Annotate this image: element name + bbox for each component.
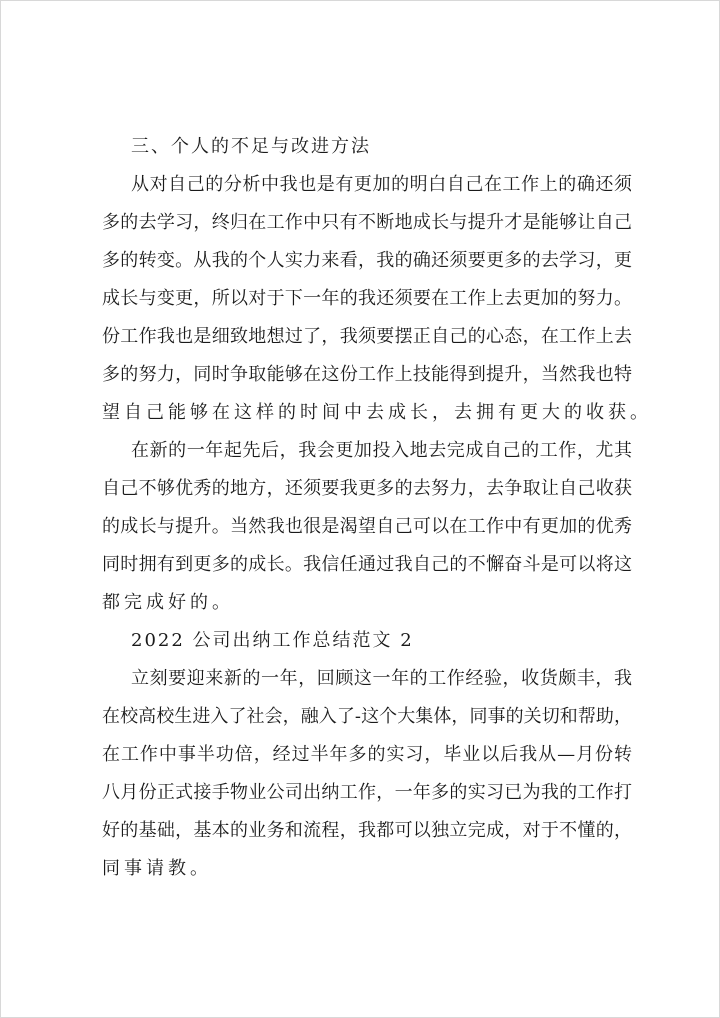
paragraph-line: 好的基础，基本的业务和流程，我都可以独立完成，对于不懂的，: [102, 820, 632, 841]
paragraph-line: 多的转变。从我的个人实力来看，我的确还须要更多的去学习，更: [102, 250, 632, 271]
paragraph-line: 都完成好的。: [102, 592, 234, 613]
paragraph-line: 望自己能够在这样的时间中去成长，去拥有更大的收获。: [102, 402, 652, 423]
document-body: [102, 128, 652, 888]
section-heading: 2022 公司出纳工作总结范文 2: [131, 630, 414, 651]
paragraph-line: 的成长与提升。当然我也很是渴望自己可以在工作中有更加的优秀: [102, 516, 632, 537]
paragraph-line: 同时拥有到更多的成长。我信任通过我自己的不懈奋斗是可以将这: [102, 554, 632, 575]
paragraph-line: 自己不够优秀的地方，还须要我更多的去努力，去争取让自己收获: [102, 478, 632, 499]
paragraph-line: 八月份正式接手物业公司出纳工作，一年多的实习已为我的工作打: [102, 782, 632, 803]
paragraph-line: 成长与变更，所以对于下一年的我还须要在工作上去更加的努力。: [102, 288, 632, 309]
paragraph-line: 从对自己的分析中我也是有更加的明白自己在工作上的确还须: [131, 174, 632, 195]
paragraph-line: 立刻要迎来新的一年，回顾这一年的工作经验，收货颇丰，我: [131, 668, 632, 689]
paragraph-line: 同事请教。: [102, 858, 212, 879]
paragraph-line: 在校高校生进入了社会，融入了-这个大集体，同事的关切和帮助，: [102, 706, 632, 727]
paragraph-line: 在工作中事半功倍，经过半年多的实习，毕业以后我从—月份转: [102, 744, 632, 765]
section-heading: 三、个人的不足与改进方法: [131, 136, 371, 157]
paragraph-line: 份工作我也是细致地想过了，我须要摆正自己的心态，在工作上去: [102, 326, 632, 347]
paragraph-line: 多的去学习，终归在工作中只有不断地成长与提升才是能够让自己: [102, 212, 632, 233]
paragraph-line: 在新的一年起先后，我会更加投入地去完成自己的工作，尤其: [131, 440, 632, 461]
paragraph-line: 多的努力，同时争取能够在这份工作上技能得到提升，当然我也特: [102, 364, 632, 385]
